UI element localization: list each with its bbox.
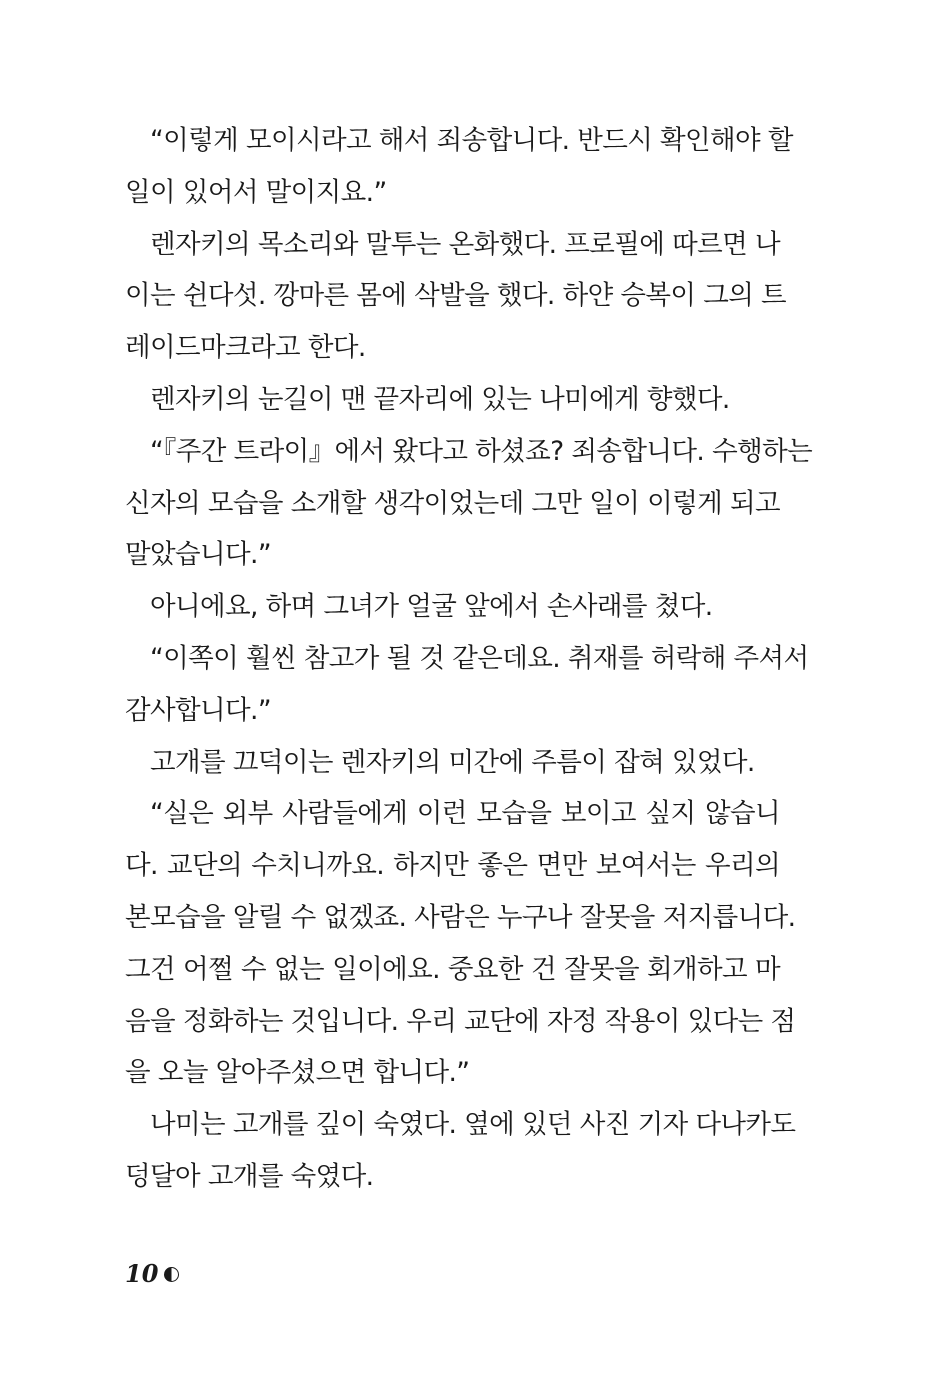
text-line: 아니에요, 하며 그녀가 얼굴 앞에서 손사래를 쳤다.: [150, 591, 713, 623]
text-line: 말았습니다.”: [125, 539, 271, 571]
text-line: “실은 외부 사람들에게 이런 모습을 보이고 싶지 않습니: [150, 798, 780, 830]
page-number: 10: [125, 1259, 159, 1288]
text-line: 신자의 모습을 소개할 생각이었는데 그만 일이 이렇게 되고: [125, 487, 780, 519]
body-text: [125, 115, 813, 1203]
text-line: 나미는 고개를 깊이 숙였다. 옆에 있던 사진 기자 다나카도: [150, 1109, 796, 1141]
text-line: “이렇게 모이시라고 해서 죄송합니다. 반드시 확인해야 할: [150, 125, 793, 156]
text-line: “이쪽이 훨씬 참고가 될 것 같은데요. 취재를 허락해 주셔서: [150, 642, 809, 674]
half-filled-circle-icon: [164, 1267, 179, 1282]
text-line: 이는 쉰다섯. 깡마른 몸에 삭발을 했다. 하얀 승복이 그의 트: [125, 280, 787, 312]
page-footer: [125, 1259, 179, 1288]
text-line: 본모습을 알릴 수 없겠죠. 사람은 누구나 잘못을 저지릅니다.: [125, 901, 796, 933]
text-line: 다. 교단의 수치니까요. 하지만 좋은 면만 보여서는 우리의: [125, 850, 780, 882]
text-line: 을 오늘 알아주셨으면 합니다.”: [125, 1057, 470, 1089]
text-line: “『주간 트라이』에서 왔다고 하셨죠? 죄송합니다. 수행하는: [150, 435, 813, 467]
text-line: 레이드마크라고 한다.: [125, 332, 366, 364]
text-line: 덩달아 고개를 숙였다.: [125, 1160, 374, 1192]
text-line: 렌자키의 눈길이 맨 끝자리에 있는 나미에게 향했다.: [150, 383, 730, 415]
text-line: 일이 있어서 말이지요.”: [125, 176, 387, 208]
text-line: 고개를 끄덕이는 렌자키의 미간에 주름이 잡혀 있었다.: [150, 746, 755, 778]
text-line: 음을 정화하는 것입니다. 우리 교단에 자정 작용이 있다는 점: [125, 1005, 796, 1037]
text-line: 감사합니다.”: [125, 694, 271, 726]
text-line: 그건 어쩔 수 없는 일이에요. 중요한 건 잘못을 회개하고 마: [125, 953, 780, 985]
text-line: 렌자키의 목소리와 말투는 온화했다. 프로필에 따르면 나: [150, 228, 780, 260]
